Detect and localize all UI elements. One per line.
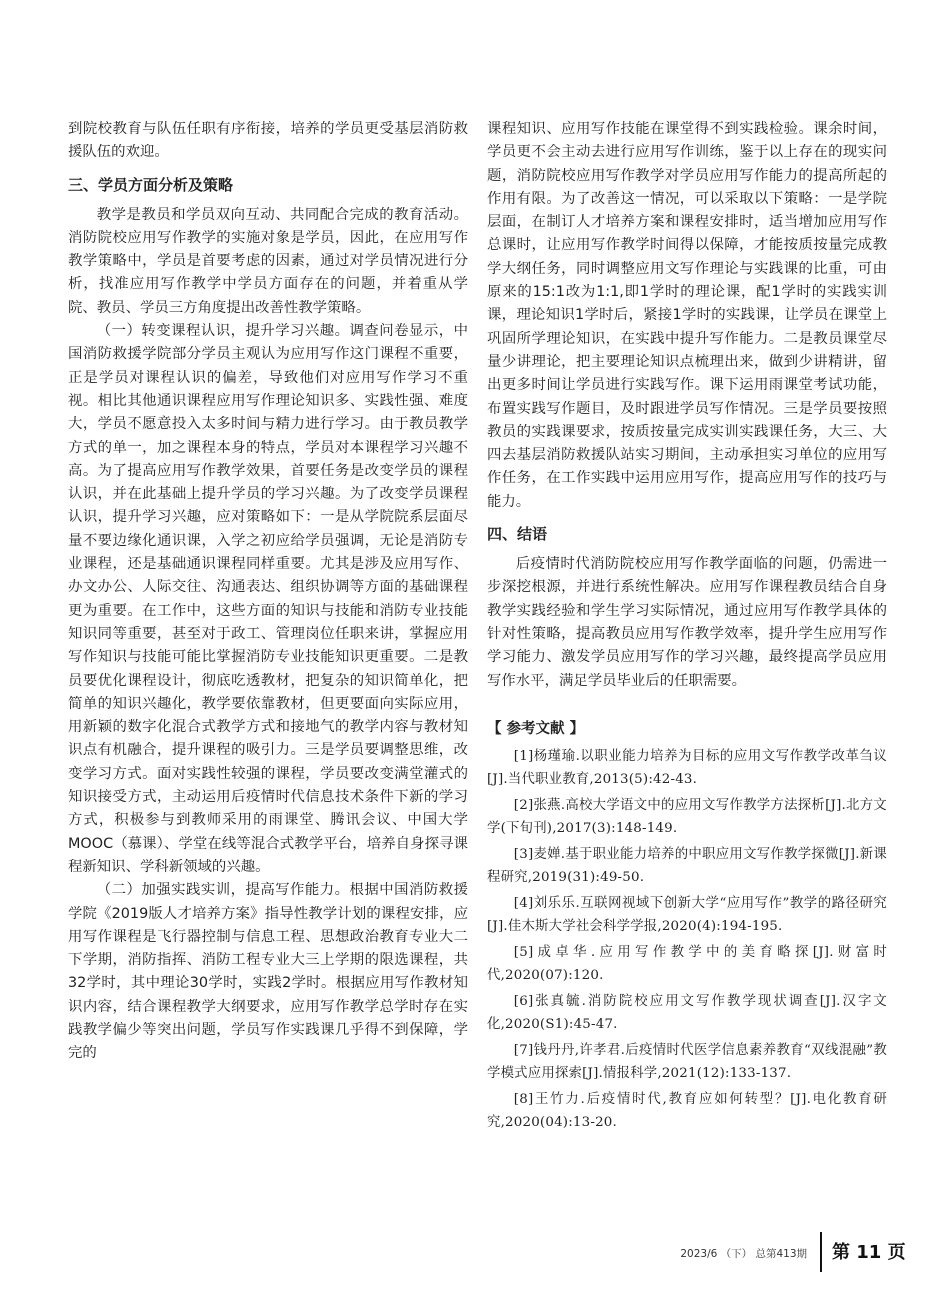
subsection-1-paragraph (68, 320, 468, 879)
section-3-paragraph: 教学是教员和学员双向互动、共同配合完成的教育活动。消防院校应用写作教学的实施对象是学员，因此，在应用写作教学策略中，学员是首要考虑的因素，通过对学员情况进行分析，找准应用写作教学中学员方面存在的问题，并着重从学院、教员、学员三方角度提出改善性教学策略。 (68, 206, 468, 316)
reference-item: [7]钱丹丹,许孝君.后疫情时代医学信息素养教育“双线混融”教学模式应用探索[J].情报科学,2021(12):133-137. (487, 1042, 887, 1082)
left-column (68, 118, 468, 1066)
references-list (487, 745, 887, 1135)
reference-item: [5]成卓华.应用写作教学中的美育略探[J].财富时代,2020(07):120. (487, 944, 887, 984)
section-4-heading: 四、结语 (487, 525, 548, 544)
reference-item: [6]张真毓.消防院校应用文写作教学现状调查[J].汉字文化,2020(S1):45-47. (487, 993, 887, 1033)
conclusion-paragraph: 后疫情时代消防院校应用写作教学面临的问题，仍需进一步深挖根源，并进行系统性解决。应用写作课程教员结合自身教学实践经验和学生学习实际情况，通过应用写作教学具体的针对性策略，提高教员应用写作教学效率，提升学生应用写作学习能力、激发学员应用写作的学习兴趣，最终提高学员应用写作水平，满足学员毕业后的任职需要。 (487, 556, 887, 689)
intro-paragraph: 到院校教育与队伍任职有序衔接，培养的学员更受基层消防救援队伍的欢迎。 (68, 121, 468, 161)
reference-item: [8]王竹力.后疫情时代,教育应如何转型？[J].电化教育研究,2020(04):13-20. (487, 1091, 887, 1131)
subsection-2-body: 根据中国消防救援学院《2019版人才培养方案》指导性教学计划的课程安排，应用写作课程是飞行器控制与信息工程、思想政治教育专业大二下学期，消防指挥、消防工程专业大三上学期的限选课程，共32学时，其中理论30学时，实践2学时。根据应用写作教材知识内容，结合课程教学大纲要求，应用写作教学总学时存在实践教学偏少等突出问题，学员写作实践课几乎得不到保障，学完的 (68, 882, 468, 1062)
reference-item: [3]麦婵.基于职业能力培养的中职应用文写作教学探微[J].新课程研究,2019(31):49-50. (487, 846, 887, 886)
right-column (487, 118, 887, 1137)
continued-paragraph: 课程知识、应用写作技能在课堂得不到实践检验。课余时间，学员更不会主动去进行应用写作训练，鉴于以上存在的现实问题，消防院校应用写作教学对学员应用写作能力的提高所起的作用有限。为了改善这一情况，可以采取以下策略：一是学院层面，在制订人才培养方案和课程安排时，适当增加应用写作总课时，让应用写作教学时间得以保障，才能按质按量完成教学大纲任务，同时调整应用文写作理论与实践课的比重，可由原来的15:1改为1:1,即1学时的理论课，配1学时的实践实训课，理论知识1学时后，紧接1学时的实践课，让学员在课堂上巩固所学理论知识，在实践中提升写作能力。二是教员课堂尽量少讲理论，把主要理论知识点梳理出来，做到少讲精讲，留出更多时间让学员进行实践写作。课下运用雨课堂考试功能，布置实践写作题目，及时跟进学员写作情况。三是学员要按照教员的实践课要求，按质按量完成实训实践课任务，大三、大四去基层消防救援队站实习期间，主动承担实习单位的应用写作任务，在工作实践中运用应用写作，提高应用写作的技巧与能力。 (487, 121, 887, 510)
reference-item: [1]杨瑾瑜.以职业能力培养为目标的应用文写作教学改革刍议[J].当代职业教育,2013(5):42-43. (487, 748, 887, 788)
page-number: 第 11 页 (832, 1242, 906, 1263)
page-footer (0, 1238, 950, 1268)
subsection-2-title: （二）加强实践实训，提高写作能力。 (96, 882, 350, 899)
reference-item: [2]张燕.高校大学语文中的应用文写作教学方法探析[J].北方文学(下旬刊),2017(3):148-149. (487, 797, 887, 837)
issue-info: 2023/6 （下） 总第413期 (680, 1248, 807, 1260)
references-heading: 【 参考文献 】 (487, 720, 585, 737)
reference-item: [4]刘乐乐.互联网视域下创新大学“应用写作”教学的路径研究[J].佳木斯大学社会科学学报,2020(4):194-195. (487, 895, 887, 935)
section-3-heading: 三、学员方面分析及策略 (68, 175, 234, 194)
footer-divider (820, 1232, 822, 1272)
subsection-2-paragraph (68, 879, 468, 1065)
subsection-1-body: 调查问卷显示，中国消防救援学院部分学员主观认为应用写作这门课程不重要，正是学员对课程认识的偏差，导致他们对应用写作学习不重视。相比其他通识课程应用写作理论知识多、实践性强、难度大，学员不愿意投入太多时间与精力进行学习。由于教员教学方式的单一，加之课程本身的特点，学员对本课程学习兴趣不高。为了提高应用写作教学效果，首要任务是改变学员的课程认识，并在此基础上提升学员的学习兴趣。为了改变学员课程认识，提升学习兴趣，应对策略如下：一是从学院院系层面尽量不要边缘化通识课，入学之初应给学员强调，无论是消防专业课程，还是基础通识课程同样重要。尤其是涉及应用写作、办文办公、人际交往、沟通表达、组织协调等方面的基础课程更为重要。在工作中，这些方面的知识与技能和消防专业技能知识同等重要，甚至对于政工、管理岗位任职来讲，掌握应用写作知识与技能可能比掌握消防专业技能知识更重要。二是教员要优化课程设计，彻底吃透教材，把复杂的知识简单化，把简单的知识兴趣化，教学要依靠教材，但更要面向实际应用，用新颖的数字化混合式教学方式和接地气的教学内容与教材知识点有机融合，提升课程的吸引力。三是学员要调整思维，改变学习方式。面对实践性较强的课程，学员要改变满堂灌式的知识接受方式，主动运用后疫情时代信息技术条件下新的学习方式，积极参与到教师采用的雨课堂、腾讯会议、中国大学MOOC（慕课）、学堂在线等混合式教学平台，培养自身探寻课程新知识、学科新领域的兴趣。 (68, 323, 468, 875)
subsection-1-title: （一）转变课程认识，提升学习兴趣。 (96, 323, 350, 340)
